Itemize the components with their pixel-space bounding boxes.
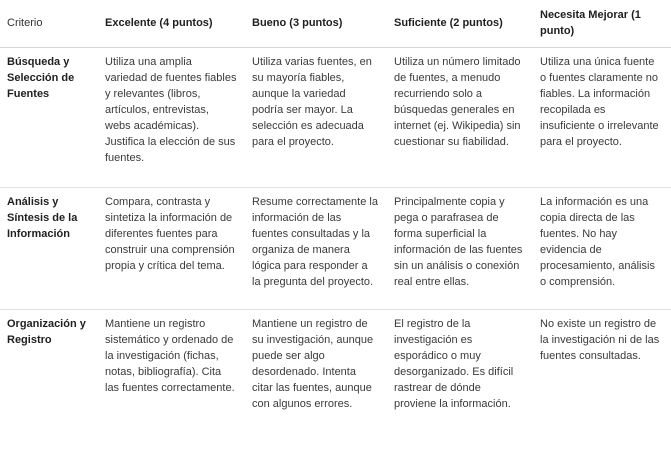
level-excelente-cell: Mantiene un registro sistemático y ordenado de la investigación (fichas, notas, bibliografía). Cita las fuentes correctamente.	[105, 317, 235, 394]
level-bueno-cell: Mantiene un registro de su investigación, aunque puede ser algo desordenado. Intenta citar las fuentes, aunque con algunos errores.	[252, 317, 374, 410]
level-suficiente-cell: Principalmente copia y pega o parafrasea de forma superficial la información de las fuentes sin un análisis o conexión real entre ellas.	[387, 187, 533, 309]
criterion-cell: Búsqueda y Selección de Fuentes	[0, 47, 98, 187]
table-row	[0, 187, 671, 309]
level-excelente-cell: Utiliza una amplia variedad de fuentes fiables y relevantes (libros, artículos, entrevistas, webs académicas). Justifica la elección de sus fuentes.	[98, 47, 245, 187]
level-excelente-cell: Compara, contrasta y sintetiza la información de diferentes fuentes para construir una comprensión propia y crítica del tema.	[98, 187, 245, 309]
header-suficiente: Suficiente (2 puntos)	[387, 0, 533, 47]
header-row	[0, 0, 671, 47]
rubric-body	[0, 47, 671, 437]
table-row	[0, 309, 671, 437]
table-row	[0, 47, 671, 187]
level-necesita-mejorar-cell: Utiliza una única fuente o fuentes claramente no fiables. La información recopilada es insuficiente o irrelevante para el proyecto.	[533, 47, 671, 187]
header-excelente: Excelente (4 puntos)	[98, 0, 245, 47]
level-bueno-cell: Resume correctamente la información de las fuentes consultadas y la organiza de manera lógica para responder a la pregunta del proyecto.	[245, 187, 387, 309]
header-necesita-mejorar: Necesita Mejorar (1 punto)	[533, 0, 671, 47]
header-bueno: Bueno (3 puntos)	[245, 0, 387, 47]
header-criterio: Criterio	[0, 0, 98, 47]
level-necesita-mejorar-cell: La información es una copia directa de las fuentes. No hay evidencia de procesamiento, análisis o comprensión.	[533, 187, 671, 309]
level-necesita-mejorar-cell: No existe un registro de la investigación ni de las fuentes consultadas.	[540, 317, 660, 362]
level-suficiente-cell: El registro de la investigación es esporádico o muy desorganizado. Es difícil rastrear de dónde proviene la información.	[394, 317, 514, 410]
level-bueno-cell: Utiliza varias fuentes, en su mayoría fiables, aunque la variedad podría ser mayor. La selección es adecuada para el proyecto.	[245, 47, 387, 187]
criterion-cell: Organización y Registro	[7, 317, 86, 346]
level-suficiente-cell: Utiliza un número limitado de fuentes, a menudo recurriendo solo a búsquedas generales en internet (ej. Wikipedia) sin cuestionar su fiabilidad.	[387, 47, 533, 187]
rubric-header	[0, 0, 671, 47]
criterion-cell: Análisis y Síntesis de la Información	[0, 187, 98, 309]
